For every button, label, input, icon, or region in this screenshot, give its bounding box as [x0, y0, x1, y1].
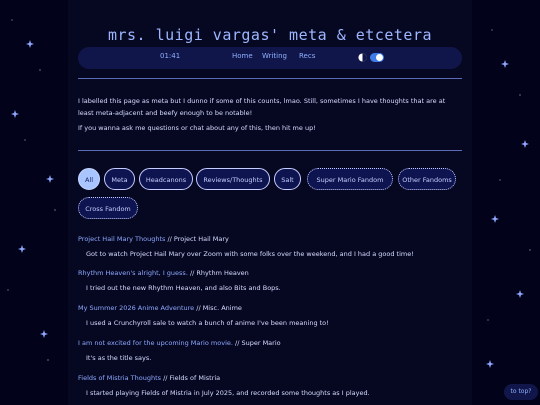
nav-link-home[interactable]: Home — [232, 52, 253, 60]
clock-display: 01:41 — [160, 52, 181, 60]
nav-link-writing[interactable]: Writing — [262, 52, 287, 60]
entry-summary: I used a Crunchyroll sale to watch a bunch of anime I've been meaning to! — [86, 319, 329, 327]
entry-summary: I started playing Fields of Mistria in July 2025, and recorded some thoughts as I played. — [86, 389, 370, 397]
entry-summary: I tried out the new Rhythm Heaven, and also Bits and Bops. — [86, 284, 281, 292]
entry-title-text[interactable]: I am not excited for the upcoming Mario movie. — [78, 339, 233, 347]
entry-fandom: // Project Hail Mary — [167, 235, 229, 243]
moon-icon[interactable] — [358, 53, 367, 62]
entry-summary: Got to watch Project Hail Mary over Zoom with some folks over the weekend, and I had a good time! — [86, 250, 414, 258]
navbar — [78, 47, 462, 69]
filter-all[interactable]: All — [78, 168, 100, 190]
entry-fandom: // Fields of Mistria — [163, 374, 221, 382]
entry-title[interactable] — [78, 235, 229, 243]
entry-title-text[interactable]: Fields of Mistria Thoughts — [78, 374, 162, 382]
entry-title-text[interactable]: Project Hail Mary Thoughts — [78, 235, 166, 243]
entry-title[interactable] — [78, 304, 242, 312]
entry-fandom: // Super Mario — [235, 339, 281, 347]
toggle-knob — [376, 54, 383, 61]
entry-title[interactable] — [78, 269, 249, 277]
entry-title-text[interactable]: Rhythm Heaven's alright, I guess. — [78, 269, 188, 277]
filter-salt[interactable]: Salt — [274, 168, 301, 190]
site-title: mrs. luigi vargas' meta & etcetera — [107, 26, 433, 44]
entry-title[interactable] — [78, 374, 220, 382]
divider-top — [78, 78, 462, 79]
intro-paragraph: I labelled this page as meta but I dunno if some of this counts, lmao. Still, sometimes I have thoughts that are at least meta-adjacent and beefy enough to be notable! — [78, 97, 446, 117]
divider-middle — [78, 150, 462, 151]
entry-fandom: // Rhythm Heaven — [189, 269, 249, 277]
filter-headcanons[interactable]: Headcanons — [139, 168, 193, 190]
filter-meta[interactable]: Meta — [104, 168, 135, 190]
to-top-button[interactable]: to top? — [504, 384, 538, 400]
theme-toggle[interactable] — [370, 53, 384, 62]
filter-other-fandoms[interactable]: Other Fandoms — [398, 168, 456, 190]
filter-cross-fandom[interactable]: Cross Fandom — [78, 197, 138, 219]
entry-fandom: // Misc. Anime — [196, 304, 242, 312]
intro-paragraph-contact: If you wanna ask me questions or chat about any of this, then hit me up! — [78, 124, 316, 132]
entry-title[interactable] — [78, 339, 281, 347]
entry-title-text[interactable]: My Summer 2026 Anime Adventure — [78, 304, 195, 312]
filter-reviews-thoughts[interactable]: Reviews/Thoughts — [196, 168, 270, 190]
filter-super-mario-fandom[interactable]: Super Mario Fandom — [307, 168, 393, 190]
main-column — [68, 0, 472, 405]
nav-link-recs[interactable]: Recs — [299, 52, 316, 60]
entry-summary: It's as the title says. — [86, 354, 152, 362]
